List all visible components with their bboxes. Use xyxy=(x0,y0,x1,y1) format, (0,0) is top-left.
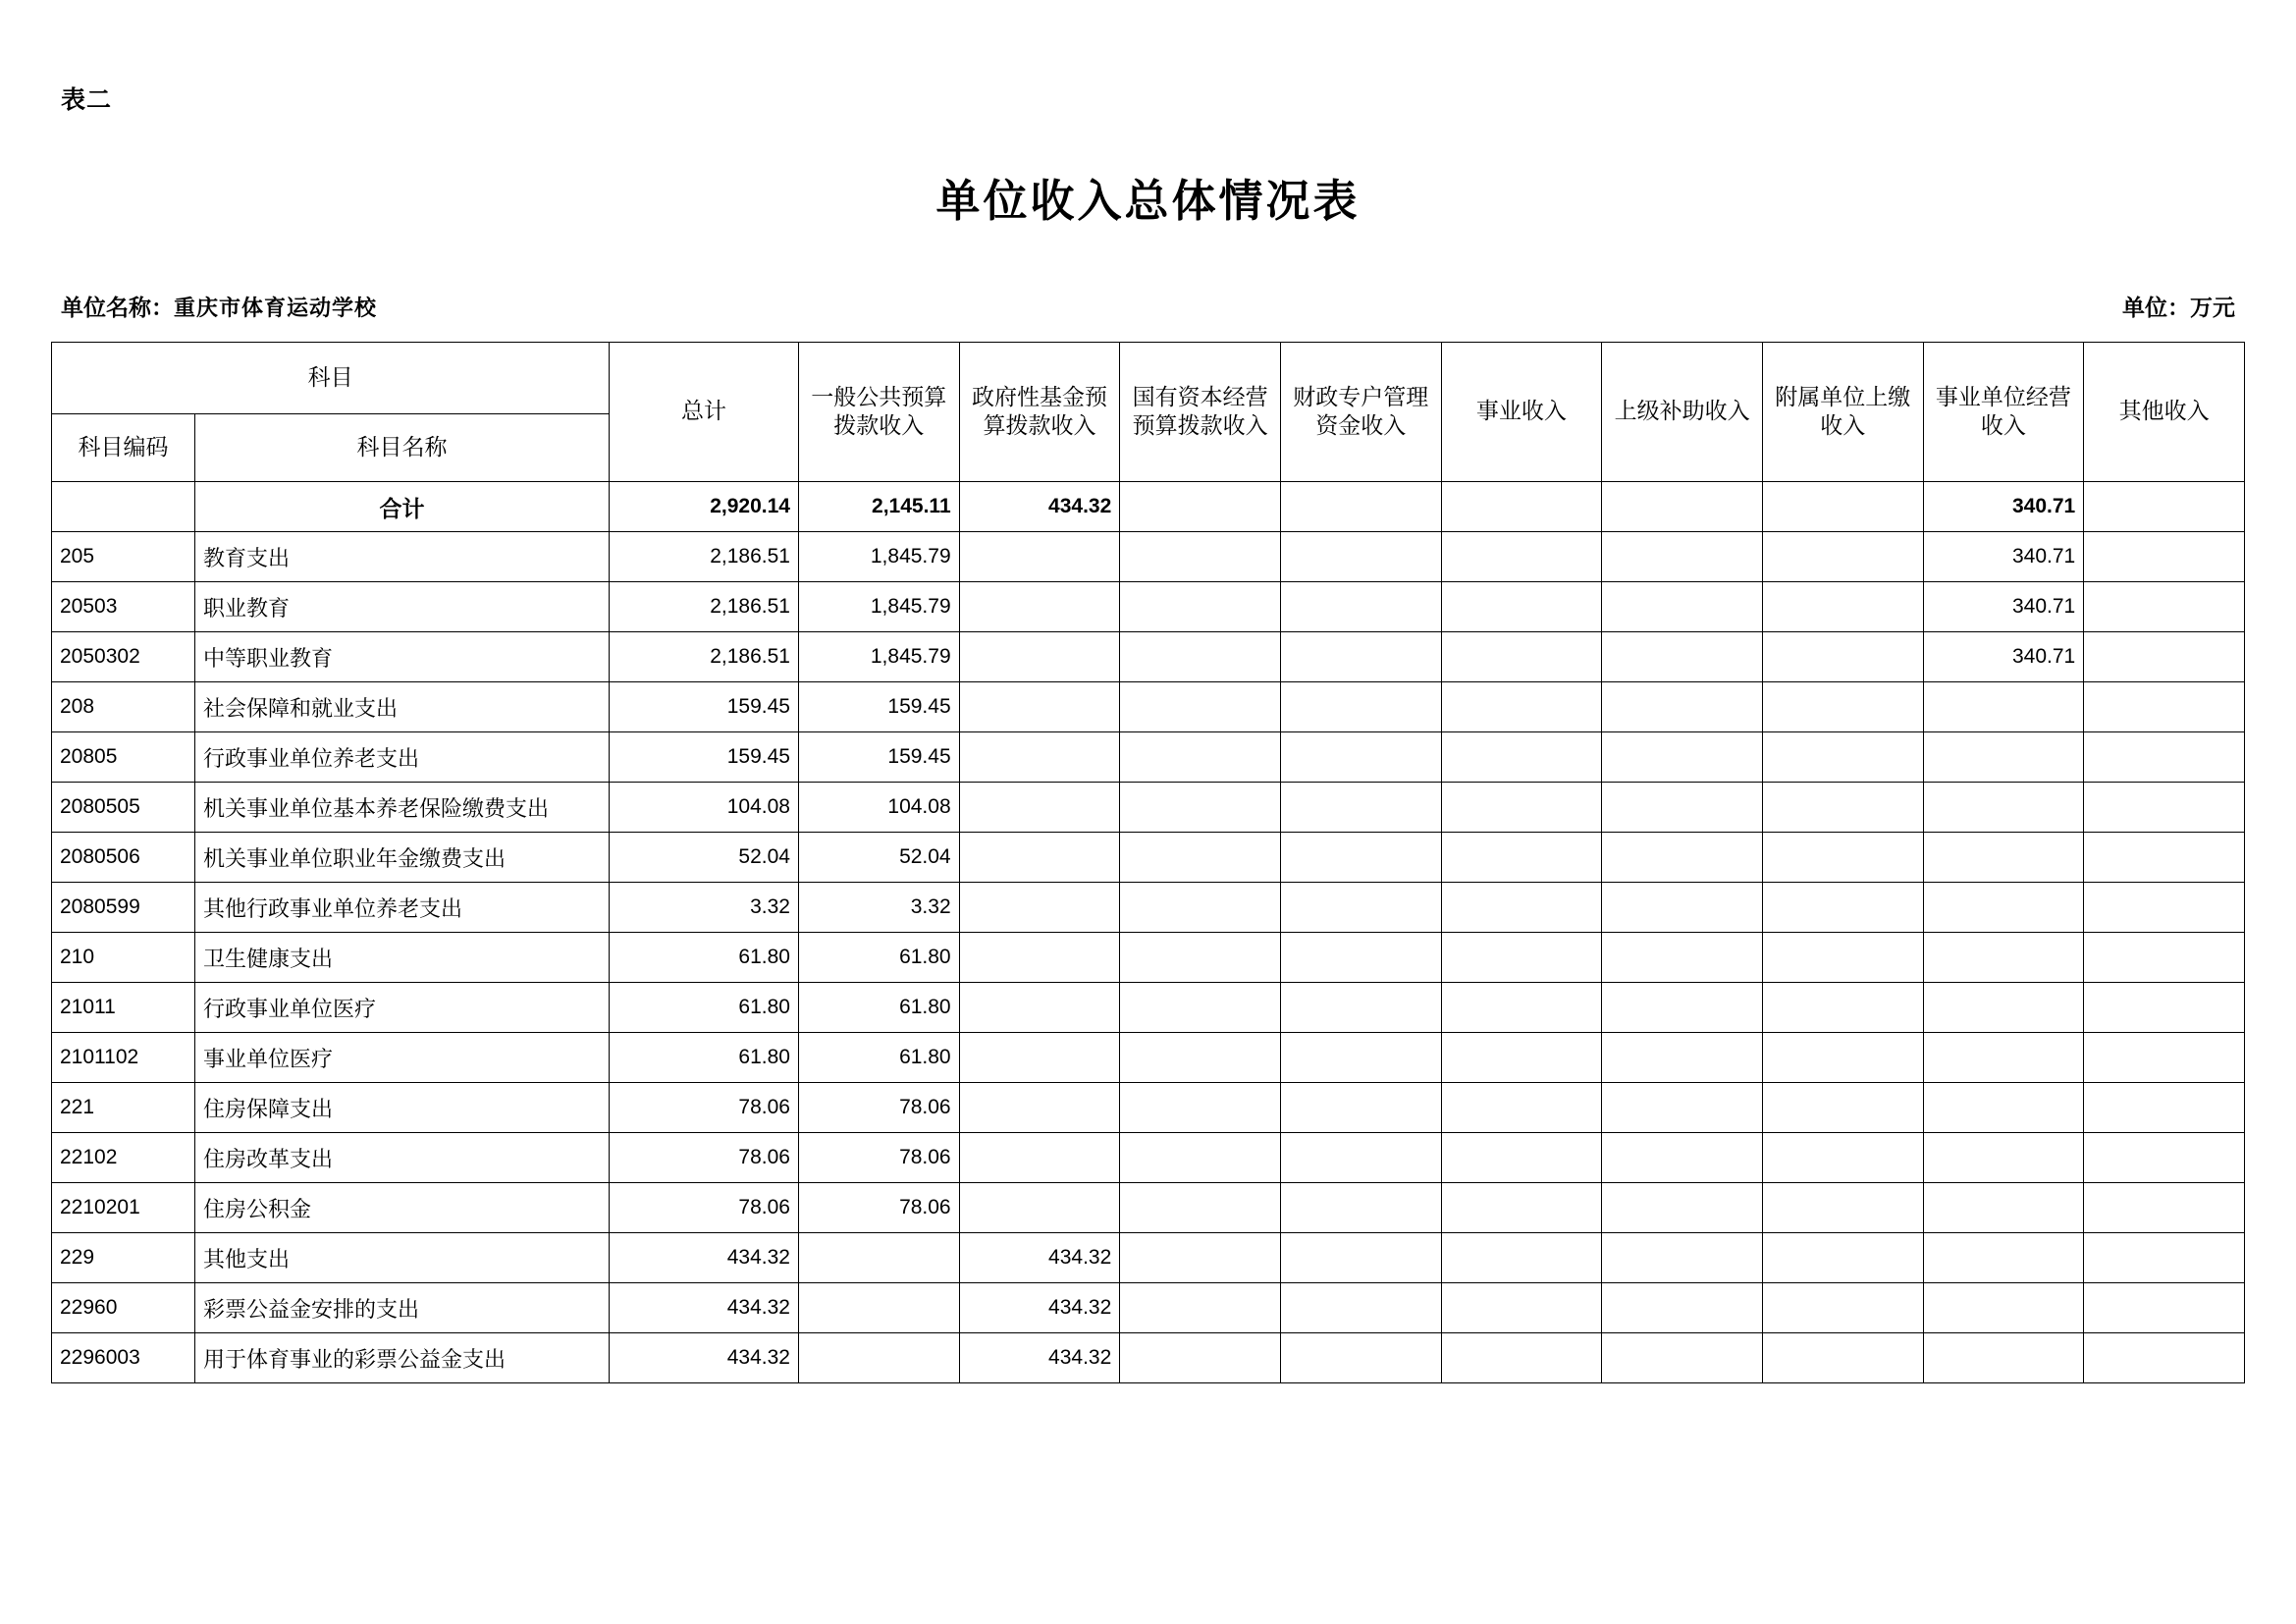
cell-subject-code xyxy=(52,482,195,532)
cell-value xyxy=(1280,983,1441,1033)
cell-value xyxy=(2084,1333,2245,1383)
cell-value xyxy=(1602,1133,1763,1183)
cell-value xyxy=(959,582,1120,632)
cell-value xyxy=(1441,833,1602,883)
cell-value xyxy=(1923,1133,2084,1183)
cell-value xyxy=(2084,883,2245,933)
table-row xyxy=(52,532,2245,582)
cell-value xyxy=(1120,983,1281,1033)
cell-value xyxy=(1441,1233,1602,1283)
cell-value xyxy=(1762,632,1923,682)
cell-value xyxy=(2084,632,2245,682)
cell-subject-name: 职业教育 xyxy=(194,582,609,632)
cell-value xyxy=(1923,1233,2084,1283)
cell-value: 78.06 xyxy=(798,1133,959,1183)
table-row xyxy=(52,883,2245,933)
cell-value xyxy=(1762,983,1923,1033)
cell-value xyxy=(1120,1333,1281,1383)
cell-value xyxy=(1120,682,1281,732)
cell-value xyxy=(1602,983,1763,1033)
cell-value xyxy=(798,1283,959,1333)
cell-value: 340.71 xyxy=(1923,532,2084,582)
cell-value xyxy=(2084,1183,2245,1233)
cell-value xyxy=(1762,933,1923,983)
cell-value xyxy=(1120,783,1281,833)
cell-value: 61.80 xyxy=(610,1033,799,1083)
cell-value xyxy=(1120,1133,1281,1183)
unit-name-label: 单位名称： xyxy=(61,296,174,320)
cell-value xyxy=(1120,532,1281,582)
cell-value: 434.32 xyxy=(610,1233,799,1283)
cell-value xyxy=(1923,1033,2084,1083)
cell-value xyxy=(1280,632,1441,682)
cell-value: 1,845.79 xyxy=(798,632,959,682)
cell-subject-code: 2210201 xyxy=(52,1183,195,1233)
cell-value xyxy=(1120,1183,1281,1233)
cell-value xyxy=(1602,1033,1763,1083)
cell-value xyxy=(1120,582,1281,632)
cell-value xyxy=(1441,1283,1602,1333)
cell-value xyxy=(1923,1283,2084,1333)
table-row xyxy=(52,1033,2245,1083)
cell-value xyxy=(1280,1133,1441,1183)
unit-measure-label: 单位：万元 xyxy=(2122,296,2235,320)
cell-subject-name: 其他行政事业单位养老支出 xyxy=(194,883,609,933)
cell-value xyxy=(1923,933,2084,983)
table-row xyxy=(52,682,2245,732)
cell-subject-code: 221 xyxy=(52,1083,195,1133)
income-overview-table xyxy=(51,342,2245,1383)
header-business-income: 事业收入 xyxy=(1441,343,1602,482)
sheet-tag: 表二 xyxy=(61,87,113,114)
cell-subject-code: 2296003 xyxy=(52,1333,195,1383)
cell-value xyxy=(1120,632,1281,682)
cell-value xyxy=(1762,1283,1923,1333)
cell-subject-code: 2050302 xyxy=(52,632,195,682)
cell-value xyxy=(1762,883,1923,933)
table-row xyxy=(52,833,2245,883)
cell-value xyxy=(959,1033,1120,1083)
cell-value xyxy=(1280,482,1441,532)
cell-value: 159.45 xyxy=(610,732,799,783)
cell-value xyxy=(1602,1233,1763,1283)
cell-value xyxy=(1602,1183,1763,1233)
table-row xyxy=(52,933,2245,983)
cell-value: 2,186.51 xyxy=(610,532,799,582)
cell-value xyxy=(2084,1283,2245,1333)
cell-value xyxy=(1602,883,1763,933)
cell-value xyxy=(1923,833,2084,883)
cell-value xyxy=(1120,1283,1281,1333)
cell-value: 78.06 xyxy=(798,1083,959,1133)
table-body xyxy=(52,482,2245,1383)
cell-value: 2,920.14 xyxy=(610,482,799,532)
cell-value: 61.80 xyxy=(798,1033,959,1083)
cell-value: 2,145.11 xyxy=(798,482,959,532)
cell-value xyxy=(1923,983,2084,1033)
table-row xyxy=(52,1333,2245,1383)
cell-subject-name: 机关事业单位基本养老保险缴费支出 xyxy=(194,783,609,833)
cell-value xyxy=(1762,1133,1923,1183)
cell-value xyxy=(959,1183,1120,1233)
cell-value xyxy=(2084,1133,2245,1183)
cell-subject-code: 22102 xyxy=(52,1133,195,1183)
cell-value xyxy=(1280,883,1441,933)
cell-value: 104.08 xyxy=(610,783,799,833)
cell-value xyxy=(1602,1333,1763,1383)
cell-subject-name: 其他支出 xyxy=(194,1233,609,1283)
cell-subject-name: 住房保障支出 xyxy=(194,1083,609,1133)
cell-value xyxy=(1280,1333,1441,1383)
cell-value xyxy=(1762,1333,1923,1383)
cell-value xyxy=(1280,833,1441,883)
cell-value: 104.08 xyxy=(798,783,959,833)
header-fiscal-special-account: 财政专户管理资金收入 xyxy=(1280,343,1441,482)
table-row xyxy=(52,1083,2245,1133)
meta-row xyxy=(61,290,2235,323)
cell-value xyxy=(1441,983,1602,1033)
cell-subject-name: 机关事业单位职业年金缴费支出 xyxy=(194,833,609,883)
cell-value xyxy=(959,532,1120,582)
cell-value xyxy=(2084,532,2245,582)
header-gov-fund-budget: 政府性基金预算拨款收入 xyxy=(959,343,1120,482)
cell-value xyxy=(959,682,1120,732)
cell-value xyxy=(1602,732,1763,783)
cell-value xyxy=(959,732,1120,783)
cell-value xyxy=(959,833,1120,883)
cell-value: 78.06 xyxy=(610,1133,799,1183)
cell-value xyxy=(1602,783,1763,833)
cell-value xyxy=(1120,1233,1281,1283)
cell-value xyxy=(2084,682,2245,732)
cell-value xyxy=(2084,983,2245,1033)
cell-value xyxy=(1280,1233,1441,1283)
cell-subject-name: 行政事业单位医疗 xyxy=(194,983,609,1033)
cell-value xyxy=(1602,1083,1763,1133)
cell-value xyxy=(1280,1033,1441,1083)
cell-value xyxy=(1923,883,2084,933)
cell-value xyxy=(1441,1133,1602,1183)
table-row xyxy=(52,1133,2245,1183)
header-state-capital-budget: 国有资本经营预算拨款收入 xyxy=(1120,343,1281,482)
cell-value xyxy=(1762,1083,1923,1133)
table-row xyxy=(52,1283,2245,1333)
cell-subject-code: 2080505 xyxy=(52,783,195,833)
cell-value xyxy=(959,632,1120,682)
cell-value: 61.80 xyxy=(610,933,799,983)
cell-value xyxy=(959,783,1120,833)
cell-value xyxy=(1762,833,1923,883)
cell-value: 1,845.79 xyxy=(798,532,959,582)
cell-value xyxy=(1280,1183,1441,1233)
cell-subject-name: 中等职业教育 xyxy=(194,632,609,682)
cell-value xyxy=(1441,482,1602,532)
page-title: 单位收入总体情况表 xyxy=(935,177,1361,226)
cell-value xyxy=(1441,783,1602,833)
cell-value xyxy=(1923,682,2084,732)
cell-value xyxy=(1923,1083,2084,1133)
cell-value xyxy=(2084,833,2245,883)
cell-value xyxy=(1762,1033,1923,1083)
cell-value xyxy=(2084,1033,2245,1083)
cell-value xyxy=(1762,783,1923,833)
cell-subject-name: 卫生健康支出 xyxy=(194,933,609,983)
cell-value: 340.71 xyxy=(1923,482,2084,532)
cell-subject-name: 事业单位医疗 xyxy=(194,1033,609,1083)
cell-value xyxy=(959,1133,1120,1183)
cell-value xyxy=(959,1083,1120,1133)
cell-value: 2,186.51 xyxy=(610,632,799,682)
cell-value xyxy=(1602,482,1763,532)
cell-value xyxy=(1602,682,1763,732)
cell-subject-code: 20503 xyxy=(52,582,195,632)
cell-value xyxy=(1602,632,1763,682)
cell-value: 434.32 xyxy=(610,1283,799,1333)
table-header-row-1 xyxy=(52,343,2245,414)
cell-value: 434.32 xyxy=(959,1283,1120,1333)
cell-value: 2,186.51 xyxy=(610,582,799,632)
cell-value: 340.71 xyxy=(1923,582,2084,632)
cell-value xyxy=(1441,532,1602,582)
cell-value xyxy=(1441,883,1602,933)
cell-value xyxy=(2084,933,2245,983)
cell-subject-code: 229 xyxy=(52,1233,195,1283)
cell-subject-code: 2080599 xyxy=(52,883,195,933)
cell-value xyxy=(1280,1283,1441,1333)
cell-subject-code: 21011 xyxy=(52,983,195,1033)
table-row xyxy=(52,783,2245,833)
table-row xyxy=(52,632,2245,682)
cell-value xyxy=(1441,933,1602,983)
table-row xyxy=(52,482,2245,532)
cell-value xyxy=(1923,1183,2084,1233)
unit-name-block xyxy=(61,290,377,322)
cell-subject-code: 2101102 xyxy=(52,1033,195,1083)
cell-value xyxy=(1441,1083,1602,1133)
header-subject-group: 科目 xyxy=(52,343,610,414)
cell-value xyxy=(1602,1283,1763,1333)
cell-value: 434.32 xyxy=(959,482,1120,532)
header-subject-name: 科目名称 xyxy=(194,414,609,482)
cell-value xyxy=(1280,1083,1441,1133)
table-row xyxy=(52,582,2245,632)
header-subject-code: 科目编码 xyxy=(52,414,195,482)
unit-name-value: 重庆市体育运动学校 xyxy=(174,296,378,320)
cell-value xyxy=(1120,1083,1281,1133)
cell-value xyxy=(798,1233,959,1283)
header-superior-subsidy: 上级补助收入 xyxy=(1602,343,1763,482)
cell-value xyxy=(2084,1233,2245,1283)
cell-value xyxy=(2084,1083,2245,1133)
cell-subject-name: 教育支出 xyxy=(194,532,609,582)
cell-value: 3.32 xyxy=(610,883,799,933)
cell-subject-code: 205 xyxy=(52,532,195,582)
cell-value xyxy=(2084,582,2245,632)
cell-value xyxy=(1280,582,1441,632)
header-affiliated-unit-payment: 附属单位上缴收入 xyxy=(1762,343,1923,482)
cell-subject-name: 合计 xyxy=(194,482,609,532)
cell-value xyxy=(1120,933,1281,983)
table-row xyxy=(52,1233,2245,1283)
table-row xyxy=(52,1183,2245,1233)
table-row xyxy=(52,983,2245,1033)
cell-value: 434.32 xyxy=(610,1333,799,1383)
cell-subject-name: 行政事业单位养老支出 xyxy=(194,732,609,783)
cell-value xyxy=(1280,732,1441,783)
cell-value xyxy=(1441,582,1602,632)
cell-value: 78.06 xyxy=(798,1183,959,1233)
cell-value xyxy=(2084,732,2245,783)
cell-value xyxy=(1602,532,1763,582)
cell-value: 61.80 xyxy=(798,983,959,1033)
cell-value xyxy=(1762,732,1923,783)
cell-value xyxy=(1923,783,2084,833)
cell-value xyxy=(959,983,1120,1033)
cell-subject-name: 彩票公益金安排的支出 xyxy=(194,1283,609,1333)
cell-value: 1,845.79 xyxy=(798,582,959,632)
cell-value: 340.71 xyxy=(1923,632,2084,682)
cell-value: 61.80 xyxy=(610,983,799,1033)
cell-subject-name: 住房改革支出 xyxy=(194,1133,609,1183)
cell-value xyxy=(1280,783,1441,833)
cell-value xyxy=(1602,933,1763,983)
cell-subject-code: 208 xyxy=(52,682,195,732)
cell-value xyxy=(1441,1183,1602,1233)
cell-value xyxy=(1280,933,1441,983)
header-business-unit-operating: 事业单位经营收入 xyxy=(1923,343,2084,482)
cell-subject-name: 社会保障和就业支出 xyxy=(194,682,609,732)
cell-value xyxy=(1441,1333,1602,1383)
cell-value xyxy=(1120,482,1281,532)
cell-value: 61.80 xyxy=(798,933,959,983)
cell-value xyxy=(959,883,1120,933)
cell-value xyxy=(1602,833,1763,883)
cell-value xyxy=(1120,732,1281,783)
cell-value xyxy=(1602,582,1763,632)
cell-value: 434.32 xyxy=(959,1233,1120,1283)
cell-value: 159.45 xyxy=(798,682,959,732)
cell-value: 159.45 xyxy=(610,682,799,732)
cell-subject-name: 用于体育事业的彩票公益金支出 xyxy=(194,1333,609,1383)
cell-subject-code: 210 xyxy=(52,933,195,983)
cell-value xyxy=(1441,682,1602,732)
table-header xyxy=(52,343,2245,482)
cell-value xyxy=(1120,833,1281,883)
cell-value xyxy=(1762,532,1923,582)
cell-value: 3.32 xyxy=(798,883,959,933)
cell-value xyxy=(1280,682,1441,732)
cell-value xyxy=(959,933,1120,983)
header-general-public-budget: 一般公共预算拨款收入 xyxy=(798,343,959,482)
cell-value xyxy=(1923,1333,2084,1383)
header-total: 总计 xyxy=(610,343,799,482)
cell-subject-code: 2080506 xyxy=(52,833,195,883)
cell-value xyxy=(1762,482,1923,532)
cell-subject-name: 住房公积金 xyxy=(194,1183,609,1233)
cell-value xyxy=(1280,532,1441,582)
cell-value: 78.06 xyxy=(610,1183,799,1233)
cell-value xyxy=(1120,883,1281,933)
cell-value: 52.04 xyxy=(610,833,799,883)
cell-value xyxy=(1441,1033,1602,1083)
cell-value: 159.45 xyxy=(798,732,959,783)
cell-value xyxy=(1923,732,2084,783)
table-row xyxy=(52,732,2245,783)
cell-value xyxy=(2084,482,2245,532)
cell-value xyxy=(798,1333,959,1383)
cell-value xyxy=(1762,682,1923,732)
cell-value: 52.04 xyxy=(798,833,959,883)
cell-value xyxy=(1441,632,1602,682)
cell-value xyxy=(2084,783,2245,833)
cell-subject-code: 22960 xyxy=(52,1283,195,1333)
header-other-income: 其他收入 xyxy=(2084,343,2245,482)
cell-subject-code: 20805 xyxy=(52,732,195,783)
cell-value xyxy=(1762,1233,1923,1283)
cell-value: 434.32 xyxy=(959,1333,1120,1383)
cell-value: 78.06 xyxy=(610,1083,799,1133)
cell-value xyxy=(1120,1033,1281,1083)
cell-value xyxy=(1762,582,1923,632)
cell-value xyxy=(1441,732,1602,783)
cell-value xyxy=(1762,1183,1923,1233)
